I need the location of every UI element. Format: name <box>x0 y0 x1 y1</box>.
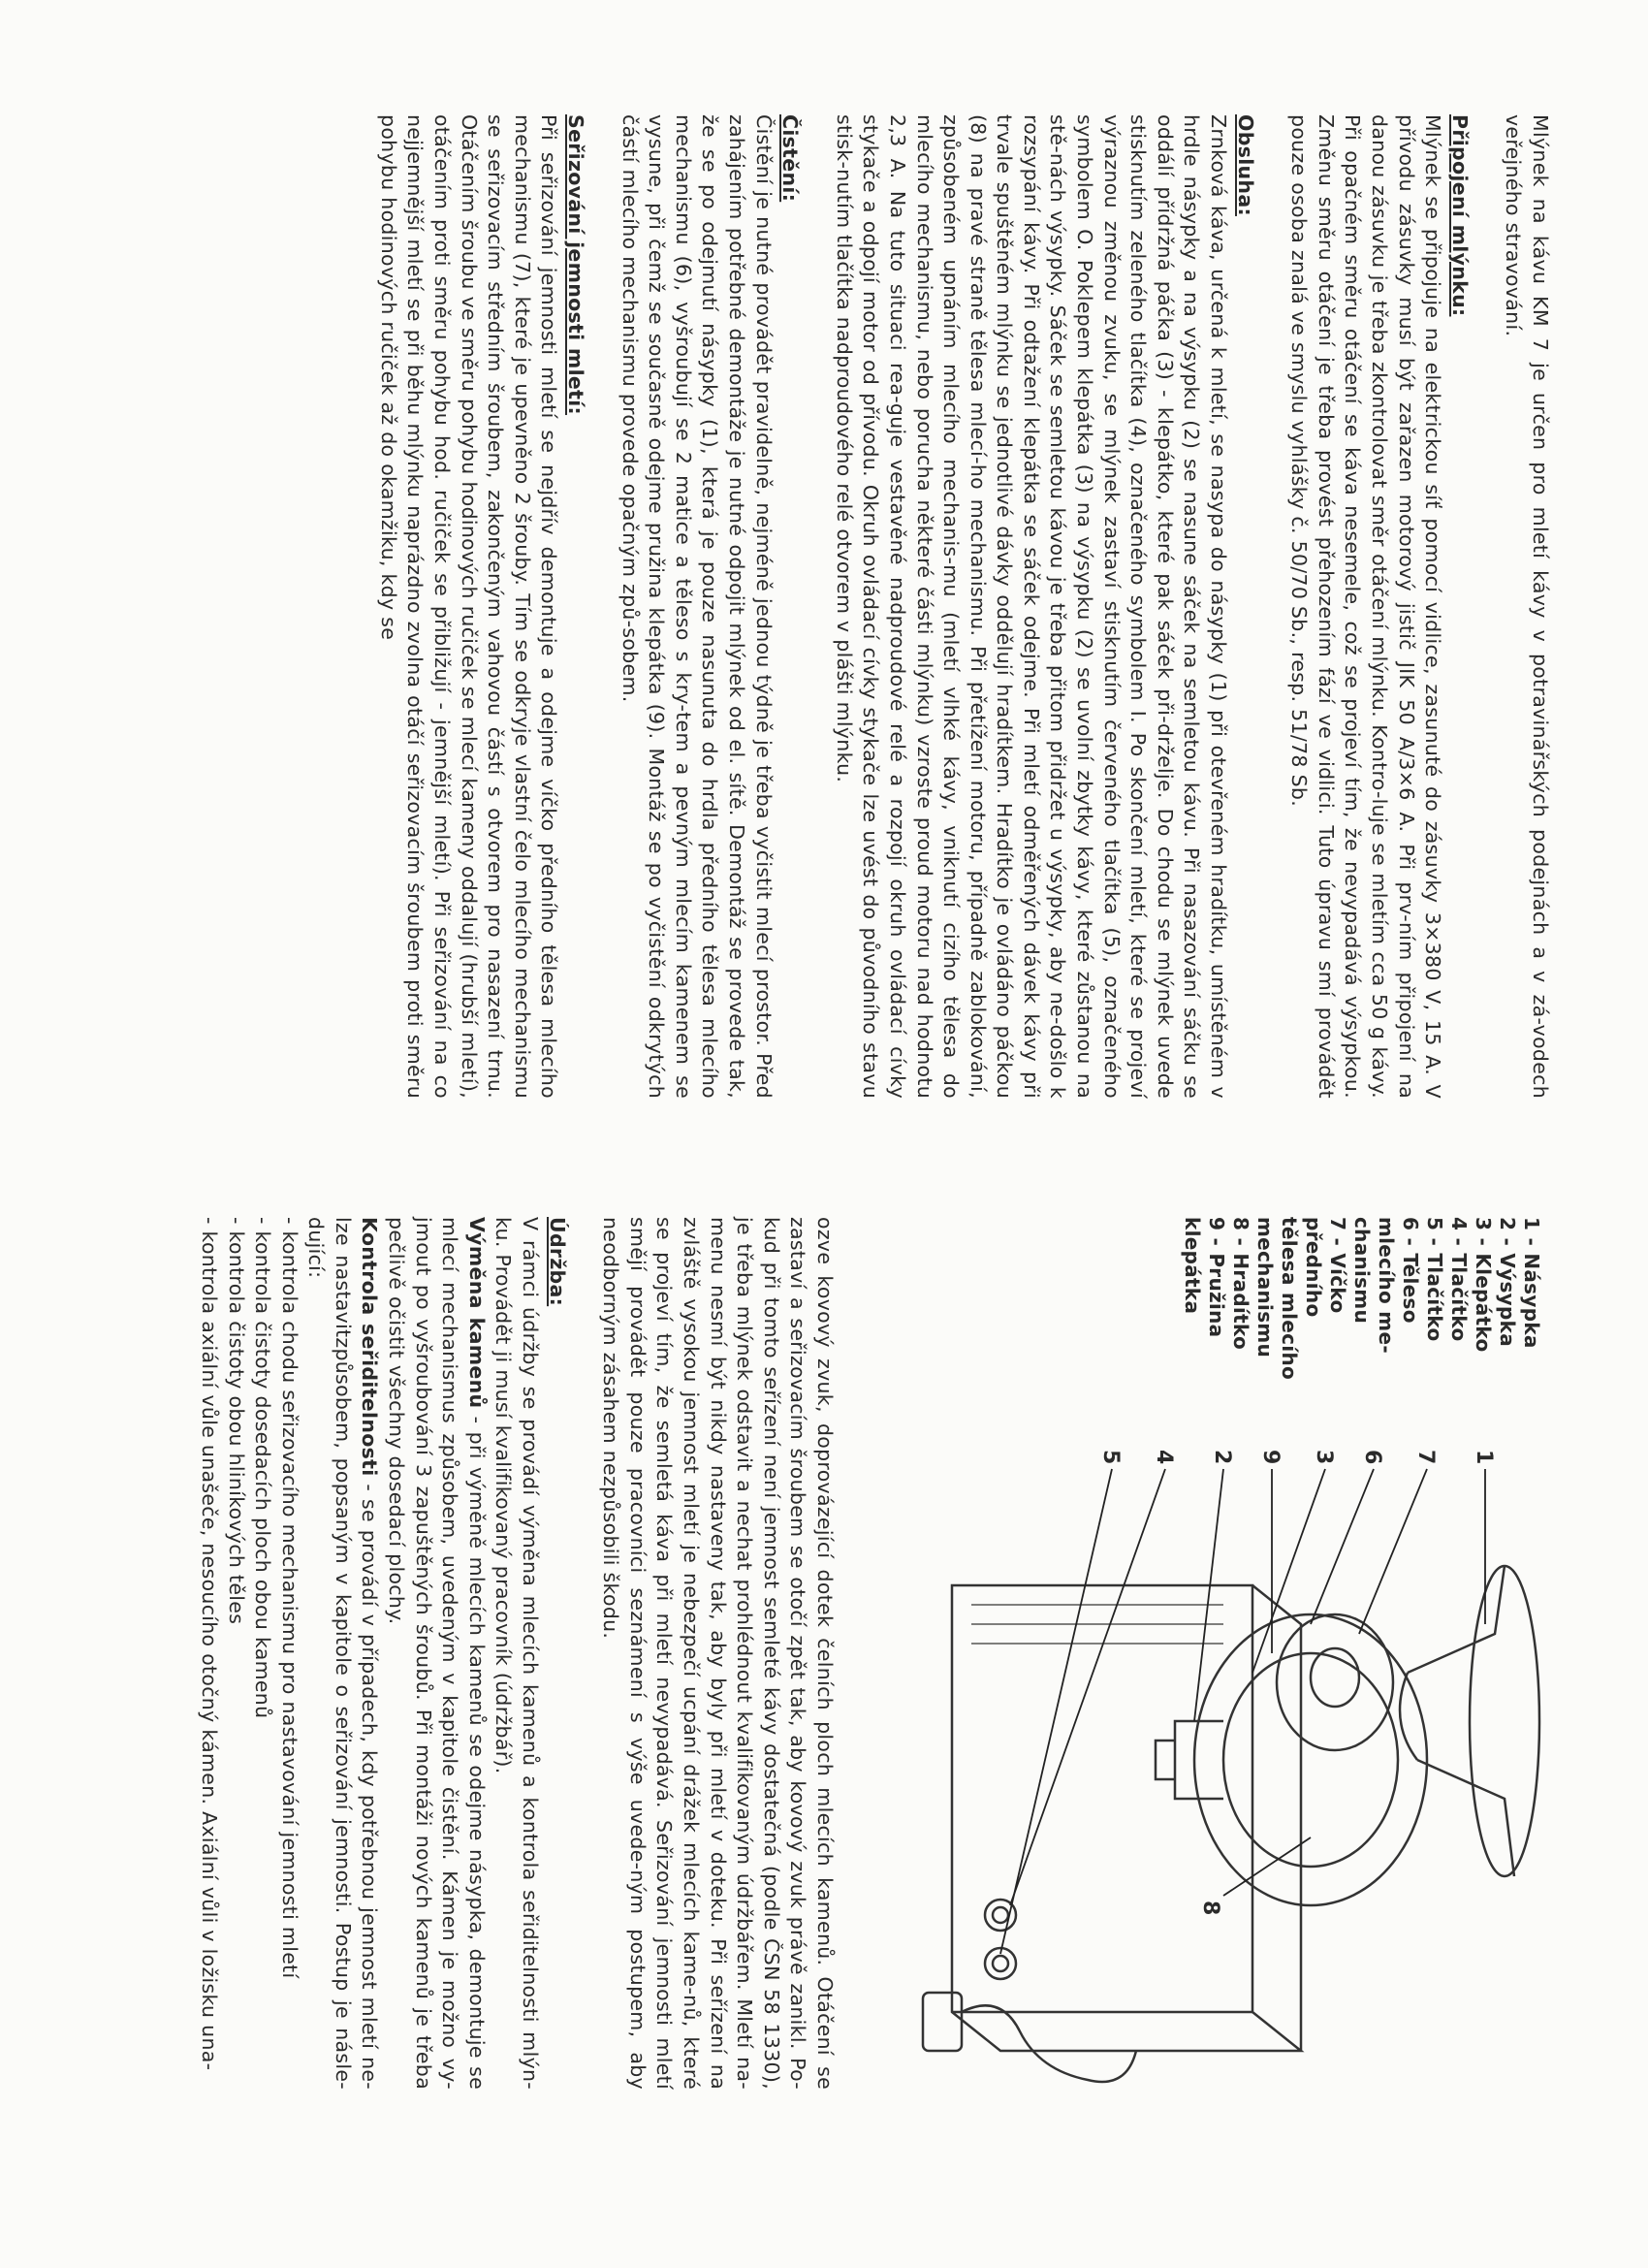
legend-item: 9 - Pružina klepátka <box>1181 1217 1228 1338</box>
callout-3: 3 <box>1312 1450 1336 1465</box>
callout-8: 8 <box>1198 1901 1222 1916</box>
stone-replacement-text: - při výměně mlecích kamenů se odejme násypka, demontuje se mlecí mechanismus způsobem, uvedeným v kapitole čistění. Kámen je možno vy-jmout po vyšroubování 3 zapuštěných šroubů. Při montáži nových kamenů je třeba pečlivě očistit všechny dosedací plochy. <box>385 1217 489 2090</box>
adjustability-label: Kontrola seřiditelnosti <box>358 1217 382 1477</box>
section-text-fineness: Při seřizování jemnosti mletí se nejdřív demontuje a odejme víčko předního tělesa mlecího mechanismu (7), které je upevněno 2 šrouby. Tím se odkryje vlastní čelo mlecího mechanismu se seřizovacím středním šroubem, zakončeným vahovou částí s otvorem pro nasazení trnu. Otáčením šroubu ve směru pohybu hodinových ručiček se mlecí kameny oddalují (hrubší mletí), otáčením proti směru pohybu hod. ručiček se přibližují - jemnější mletí). Při seřizování na co nejjemnější mletí se při běhu mlýnku naprázdno zvolna otáčí seřizovacím šroubem proti směru pohybu hodinových ručiček až do okamžiku, kdy se <box>376 114 561 1099</box>
section-heading-cleaning: Čistění: <box>778 114 803 203</box>
legend-item: 1 - Násypka <box>1520 1217 1543 1349</box>
intro-paragraph: Mlýnek na kávu KM 7 je určen pro mletí kávy v potravinářských podejnách a v zá-vodech veřejného stravování. <box>1502 114 1552 1099</box>
check-list-item: - kontrola axiální vůle unašeče, nesoucího otočný kámen. Axiální vůli v ložisku una- <box>197 1217 221 2071</box>
section-heading-connection: Připojení mlýnku: <box>1447 114 1472 317</box>
stone-replacement-label: Výměna kamenů <box>464 1217 489 1409</box>
legend-item: 8 - Hradítko <box>1229 1217 1252 1351</box>
check-list-item: - kontrola chodu seřizovacího mechanismu pro nastavování jemnosti mletí <box>277 1217 301 1979</box>
maintenance-intro: V rámci údržby se provádí výměna mlecích kamenů a kontrola seřiditelnosti mlýn-ku. Provádět ji musí kvalifikovaný pracovník (údržbář). <box>491 1217 543 2090</box>
legend-item: 2 - Výsypka <box>1496 1217 1519 1348</box>
section-heading-fineness: Seřizování jemnosti mletí: <box>564 114 587 416</box>
section-text-operation: Zrnková káva, určená k mletí, se nasypa do násypky (1) při otevřeném hradítku, umístěném v hrdle násypky a na výsypku (2) se nasune sáček na semletou kávu. Při nasazování sáčku se oddálí přídržná páčka (3) - klepátko, které pak sáček při-drželje. Do chodu se mlýnek uvede stisknutím zeleného tlačítka (4), označeného symbolem I. Po skončení mletí, které se projeví výraznou změnou zvuku, se mlýnek zastaví stisknutím červeného tlačítka (5), označeného symbolem O. Poklepem klepátka (3) na výsypku (2) se uvolní zbytky kávy, které zůstanou na stě-nách výsypky. Sáček se semletou kávou je třeba přitom přidržet u výsypky, aby ne-došlo k rozsypání kávy. Při odtažení klepátka se sáček odejme. Při mletí odměřených dávek kávy při trvale spuštěném mlýnku se jednotlivé dávky oddělují hradítkem. Hradítko je ovládáno páčkou (8) na pravé straně tělesa mlecí-ho mechanismu. Při přetížení motoru, případně zablokování, způsobeném upnáním mlecího mechanis-mu (mletí vlhké kávy, vniknutí cizího tělesa do mlecího mechanismu, nebo porucha některé části mlýnku) vzroste proud motoru nad hodnotu 2,3 A. Na tuto situaci rea-guje vestavěné nadproudové relé a rozpojí okruh ovládací cívky stykače a odpojí motor od přívodu. Okruh ovládací cívky stykače lze uvést do původního stavu stisk-nutím tlačítka nadproudového relé otvorem v plášti mlýnku. <box>832 114 1231 1099</box>
stone-replacement-paragraph <box>383 1217 490 2090</box>
adjustability-paragraph <box>302 1217 383 2090</box>
section-heading-maintenance: Údržba: <box>545 1217 569 1307</box>
section-heading-operation: Obsluha: <box>1233 114 1257 216</box>
adjustability-text: - se provádí v případech, kdy potřebnou jemnost mletí ne-lze nastavitzpůsobem, popsaným v kapitole o seřizování jemnosti. Postup je násle-dující: <box>304 1217 382 2090</box>
callout-5: 5 <box>1098 1450 1123 1465</box>
section-text-connection: Mlýnek se připojuje na elektrickou síť pomocí vidlice, zasunuté do zásuvky 3×380 V, 15 A. V přívodu zásuvky musí být zařazen motorový jistič JIK 50 A/3×6 A. Při prv-ním připojení na danou zásuvku je třeba zkontrolovat směr otáčení mlýnku. Kontro-luje se mletím cca 50 g kávy. Při opačném směru otáčení se káva nesemele, což se projeví tím, že nevypadává výsypkou. Změnu směru otáčení je třeba provést přehozením fází ve vidlici. Tuto úpravu smí provádět pouze osoba znalá ve smyslu vyhlášky č. 50/70 Sb., resp. 51/78 Sb. <box>1287 114 1445 1099</box>
figure-legend <box>1180 1217 1543 1382</box>
legend-item: 7 - Víčko předního tělesa mlecího mechanismu <box>1253 1217 1349 1381</box>
right-text <box>195 1217 838 2090</box>
fineness-continuation: ozve kovový zvuk, doprovázející dotek čelních ploch mlecích kamenů. Otáčení se zastaví a seřizovacím šroubem se otočí zpět tak, aby kovový zvuk právě zanikl. Po-kud při tomto seřízení není jemnost semleté kávy dostatečná (podle ČSN 58 1330), je třeba mlýnek odstavit a nechat prohlédnout kvalifikovaným údržbářem. Mletí na-menu nesmí být nikdy nastaveny tak, aby byly při mletí v doteku. Při seřízení na zvláště vysokou jemnost mletí je nebezpečí ucpání drážek mlecích kame-nů, které se projeví tím, že semletá káva při mletí nevypadává. Seřizování jemnosti mletí smějí provádět pouze pracovníci seznámení s výše uvede-ným postupem, aby neodborným zásahem nezpůsobili škodu. <box>599 1217 837 2090</box>
legend-item: 5 - Tlačítko <box>1423 1217 1446 1342</box>
grinder-figure <box>845 1217 1543 2090</box>
callout-9: 9 <box>1258 1450 1283 1465</box>
left-column <box>374 114 1553 1099</box>
callout-4: 4 <box>1152 1450 1176 1465</box>
section-text-cleaning: Čistění je nutné provádět pravidelně, nejméně jednou týdně je třeba vyčistit mlecí prostor. Před zahájením potřebné demontáže je nutné odpojit mlýnek od el. sítě. Demontáž se provede tak, že se po odejmutí násypky (1), která je pouze nasunuta do hrdla předního tělesa mlecího mechanismu (6), vyšroubují se 2 matice a těleso s kry-tem a pevným mlecím kamenem se vysune, při čemž se současně odejme pružina klepátka (9). Montáž se po vyčistění odkrytých částí mlecího mechanismu provede opačným způ-sobem. <box>618 114 776 1099</box>
callout-6: 6 <box>1360 1450 1384 1465</box>
right-column <box>195 1217 1543 2090</box>
callout-2: 2 <box>1210 1450 1234 1465</box>
legend-item: 3 - Klepátko <box>1472 1217 1495 1353</box>
check-list-item: - kontrola čistoty dosedacích ploch obou kamenů <box>251 1217 275 1719</box>
legend-item: 6 - Těleso mlecího me-chanismu <box>1350 1217 1422 1354</box>
check-list-item: - kontrola čistoty obou hliníkových těles <box>224 1217 248 1625</box>
callout-7: 7 <box>1413 1450 1438 1465</box>
legend-item: 4 - Tlačítko <box>1447 1217 1471 1342</box>
callout-1: 1 <box>1472 1450 1496 1465</box>
